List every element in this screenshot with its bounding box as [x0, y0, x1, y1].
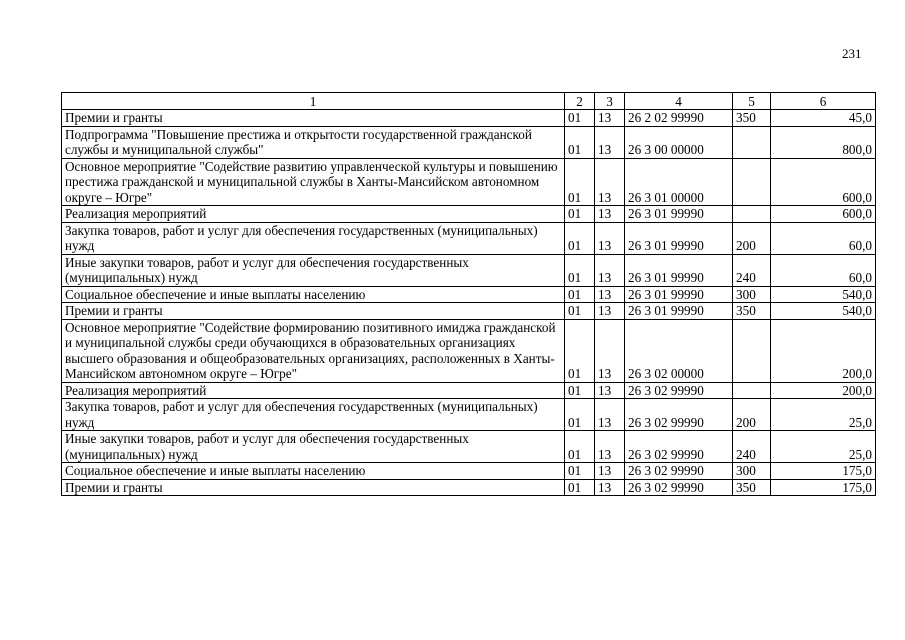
- row-expense-type: [733, 158, 771, 206]
- row-amount: 600,0: [771, 206, 876, 223]
- row-section: 01: [565, 254, 595, 286]
- row-expense-type: 240: [733, 431, 771, 463]
- row-section: 01: [565, 431, 595, 463]
- table-row: [62, 382, 876, 399]
- row-subsection: 13: [595, 431, 625, 463]
- row-target-code: 26 3 02 99990: [625, 382, 733, 399]
- row-amount: 540,0: [771, 286, 876, 303]
- row-expense-type: 240: [733, 254, 771, 286]
- row-name: Премии и гранты: [62, 479, 565, 496]
- row-subsection: 13: [595, 254, 625, 286]
- header-row: [62, 93, 876, 110]
- row-section: 01: [565, 158, 595, 206]
- row-expense-type: 350: [733, 110, 771, 127]
- row-amount: 25,0: [771, 431, 876, 463]
- row-section: 01: [565, 110, 595, 127]
- row-section: 01: [565, 463, 595, 480]
- row-name: Социальное обеспечение и иные выплаты населению: [62, 286, 565, 303]
- row-target-code: 26 3 02 99990: [625, 479, 733, 496]
- row-subsection: 13: [595, 126, 625, 158]
- row-amount: 200,0: [771, 382, 876, 399]
- row-target-code: 26 3 02 99990: [625, 431, 733, 463]
- row-subsection: 13: [595, 382, 625, 399]
- budget-table: [61, 92, 876, 496]
- row-section: 01: [565, 319, 595, 382]
- row-name: Реализация мероприятий: [62, 206, 565, 223]
- row-amount: 600,0: [771, 158, 876, 206]
- row-amount: 60,0: [771, 222, 876, 254]
- row-amount: 540,0: [771, 303, 876, 320]
- row-subsection: 13: [595, 463, 625, 480]
- table-header: [62, 93, 876, 110]
- row-subsection: 13: [595, 110, 625, 127]
- row-expense-type: [733, 126, 771, 158]
- header-col-2: 2: [565, 93, 595, 110]
- row-subsection: 13: [595, 303, 625, 320]
- header-col-4: 4: [625, 93, 733, 110]
- table-row: [62, 463, 876, 480]
- table-row: [62, 110, 876, 127]
- row-expense-type: 200: [733, 222, 771, 254]
- row-target-code: 26 3 01 99990: [625, 254, 733, 286]
- row-target-code: 26 3 01 00000: [625, 158, 733, 206]
- row-name: Закупка товаров, работ и услуг для обеспечения государственных (муниципальных) нужд: [62, 222, 565, 254]
- row-expense-type: 350: [733, 303, 771, 320]
- header-col-1: 1: [62, 93, 565, 110]
- table-row: [62, 399, 876, 431]
- row-name: Основное мероприятие "Содействие формированию позитивного имиджа гражданской и муниципальной службы среди обучающихся в образовательных организациях высшего образования и общеобразовательных организациях, расположенных в Ханты-Мансийском автономном округе – Югре": [62, 319, 565, 382]
- row-amount: 45,0: [771, 110, 876, 127]
- row-name: Иные закупки товаров, работ и услуг для обеспечения государственных (муниципальных) нужд: [62, 254, 565, 286]
- row-target-code: 26 2 02 99990: [625, 110, 733, 127]
- row-subsection: 13: [595, 158, 625, 206]
- row-expense-type: [733, 206, 771, 223]
- page-number: 231: [842, 46, 862, 61]
- row-section: 01: [565, 303, 595, 320]
- row-expense-type: [733, 382, 771, 399]
- row-target-code: 26 3 01 99990: [625, 286, 733, 303]
- table-row: [62, 126, 876, 158]
- row-name: Социальное обеспечение и иные выплаты населению: [62, 463, 565, 480]
- row-section: 01: [565, 399, 595, 431]
- row-subsection: 13: [595, 206, 625, 223]
- row-expense-type: 350: [733, 479, 771, 496]
- row-amount: 60,0: [771, 254, 876, 286]
- table-row: [62, 286, 876, 303]
- row-amount: 175,0: [771, 463, 876, 480]
- row-expense-type: [733, 319, 771, 382]
- table-row: [62, 206, 876, 223]
- table-row: [62, 319, 876, 382]
- row-name: Подпрограмма "Повышение престижа и открытости государственной гражданской службы и муниципальной службы": [62, 126, 565, 158]
- row-section: 01: [565, 206, 595, 223]
- row-target-code: 26 3 00 00000: [625, 126, 733, 158]
- row-target-code: 26 3 01 99990: [625, 206, 733, 223]
- table-row: [62, 222, 876, 254]
- row-subsection: 13: [595, 399, 625, 431]
- table-body: [62, 110, 876, 496]
- row-section: 01: [565, 382, 595, 399]
- row-name: Закупка товаров, работ и услуг для обеспечения государственных (муниципальных) нужд: [62, 399, 565, 431]
- row-name: Иные закупки товаров, работ и услуг для обеспечения государственных (муниципальных) нужд: [62, 431, 565, 463]
- row-name: Основное мероприятие "Содействие развитию управленческой культуры и повышению престижа гражданской и муниципальной службы в Ханты-Мансийском автономном округе – Югре": [62, 158, 565, 206]
- row-name: Премии и гранты: [62, 303, 565, 320]
- row-subsection: 13: [595, 286, 625, 303]
- row-target-code: 26 3 01 99990: [625, 303, 733, 320]
- row-section: 01: [565, 479, 595, 496]
- row-target-code: 26 3 02 99990: [625, 463, 733, 480]
- header-col-6: 6: [771, 93, 876, 110]
- row-section: 01: [565, 126, 595, 158]
- row-amount: 25,0: [771, 399, 876, 431]
- row-target-code: 26 3 02 00000: [625, 319, 733, 382]
- row-target-code: 26 3 01 99990: [625, 222, 733, 254]
- row-expense-type: 300: [733, 286, 771, 303]
- row-subsection: 13: [595, 479, 625, 496]
- table-row: [62, 158, 876, 206]
- row-name: Реализация мероприятий: [62, 382, 565, 399]
- row-section: 01: [565, 286, 595, 303]
- row-subsection: 13: [595, 222, 625, 254]
- table-row: [62, 303, 876, 320]
- row-subsection: 13: [595, 319, 625, 382]
- row-section: 01: [565, 222, 595, 254]
- row-expense-type: 200: [733, 399, 771, 431]
- row-name: Премии и гранты: [62, 110, 565, 127]
- row-amount: 800,0: [771, 126, 876, 158]
- table-row: [62, 479, 876, 496]
- header-col-5: 5: [733, 93, 771, 110]
- row-target-code: 26 3 02 99990: [625, 399, 733, 431]
- table-row: [62, 254, 876, 286]
- row-amount: 175,0: [771, 479, 876, 496]
- header-col-3: 3: [595, 93, 625, 110]
- row-expense-type: 300: [733, 463, 771, 480]
- table-row: [62, 431, 876, 463]
- row-amount: 200,0: [771, 319, 876, 382]
